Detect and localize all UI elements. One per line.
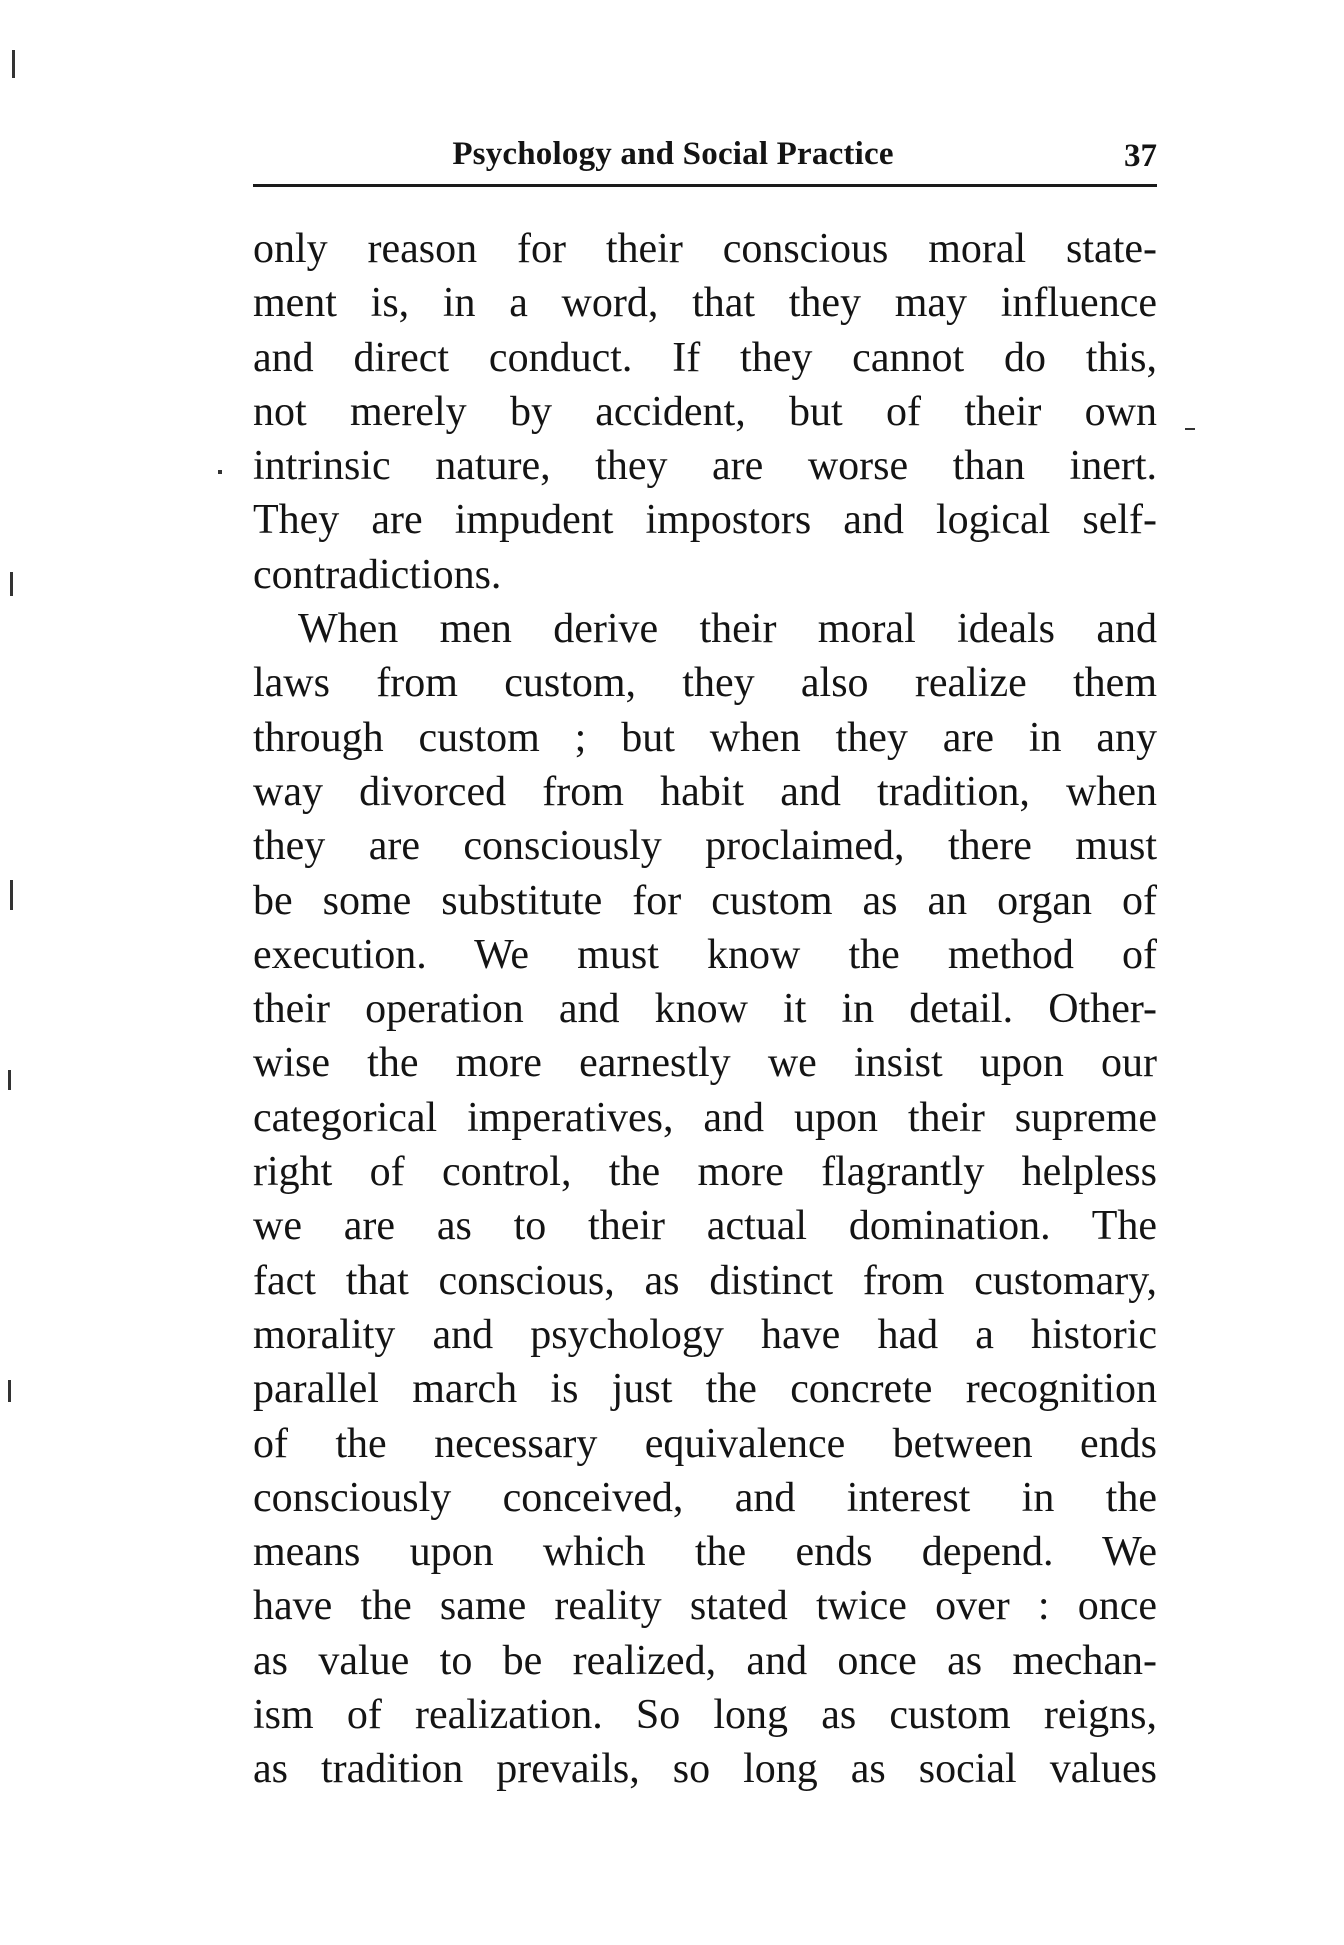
text-line: only reason for their conscious moral state-	[253, 226, 1157, 272]
text-line: consciously conceived, and interest in the	[253, 1474, 1157, 1521]
text-line: intrinsic nature, they are worse than inert.	[253, 443, 1157, 490]
text-line: through custom ; but when they are in any	[253, 714, 1157, 761]
text-line: means upon which the ends depend. We	[253, 1529, 1157, 1576]
text-line: categorical imperatives, and upon their supreme	[253, 1094, 1157, 1141]
text-line: ism of realization. So long as custom reigns,	[253, 1692, 1157, 1739]
text-line: their operation and know it in detail. Other-	[253, 986, 1157, 1033]
text-line: have the same reality stated twice over : once	[253, 1583, 1157, 1630]
text-line: way divorced from habit and tradition, when	[253, 768, 1157, 815]
scan-speck	[12, 50, 15, 78]
scan-speck	[8, 1380, 11, 1402]
scan-speck	[10, 880, 13, 910]
scan-speck	[218, 470, 222, 474]
running-header	[253, 130, 1157, 187]
running-title: Psychology and Social Practice	[452, 136, 894, 172]
text-line: execution. We must know the method of	[253, 931, 1157, 978]
text-line: and direct conduct. If they cannot do this,	[253, 334, 1157, 381]
scan-speck	[1185, 428, 1195, 430]
text-line: contradictions.	[253, 551, 502, 598]
body-text	[253, 222, 1157, 1797]
scan-speck	[10, 572, 13, 596]
text-line: When men derive their moral ideals and	[298, 606, 1157, 653]
text-line: not merely by accident, but of their own	[253, 388, 1157, 435]
text-line: laws from custom, they also realize them	[253, 660, 1157, 707]
text-line: of the necessary equivalence between ends	[253, 1420, 1157, 1467]
text-line: They are impudent impostors and logical self-	[253, 497, 1157, 544]
text-line: fact that conscious, as distinct from customary,	[253, 1257, 1157, 1304]
page-number: 37	[1124, 138, 1157, 174]
text-line: ment is, in a word, that they may influence	[253, 280, 1157, 327]
text-line: as value to be realized, and once as mechan-	[253, 1637, 1157, 1684]
text-line: they are consciously proclaimed, there must	[253, 823, 1157, 870]
text-line: right of control, the more flagrantly helpless	[253, 1149, 1157, 1196]
text-line: as tradition prevails, so long as social values	[253, 1746, 1157, 1793]
text-line: wise the more earnestly we insist upon our	[253, 1040, 1157, 1087]
text-line: parallel march is just the concrete recognition	[253, 1366, 1157, 1413]
text-line: be some substitute for custom as an organ of	[253, 877, 1157, 924]
scan-speck	[8, 1070, 11, 1090]
text-line: morality and psychology have had a historic	[253, 1311, 1157, 1358]
text-line: we are as to their actual domination. The	[253, 1203, 1157, 1250]
